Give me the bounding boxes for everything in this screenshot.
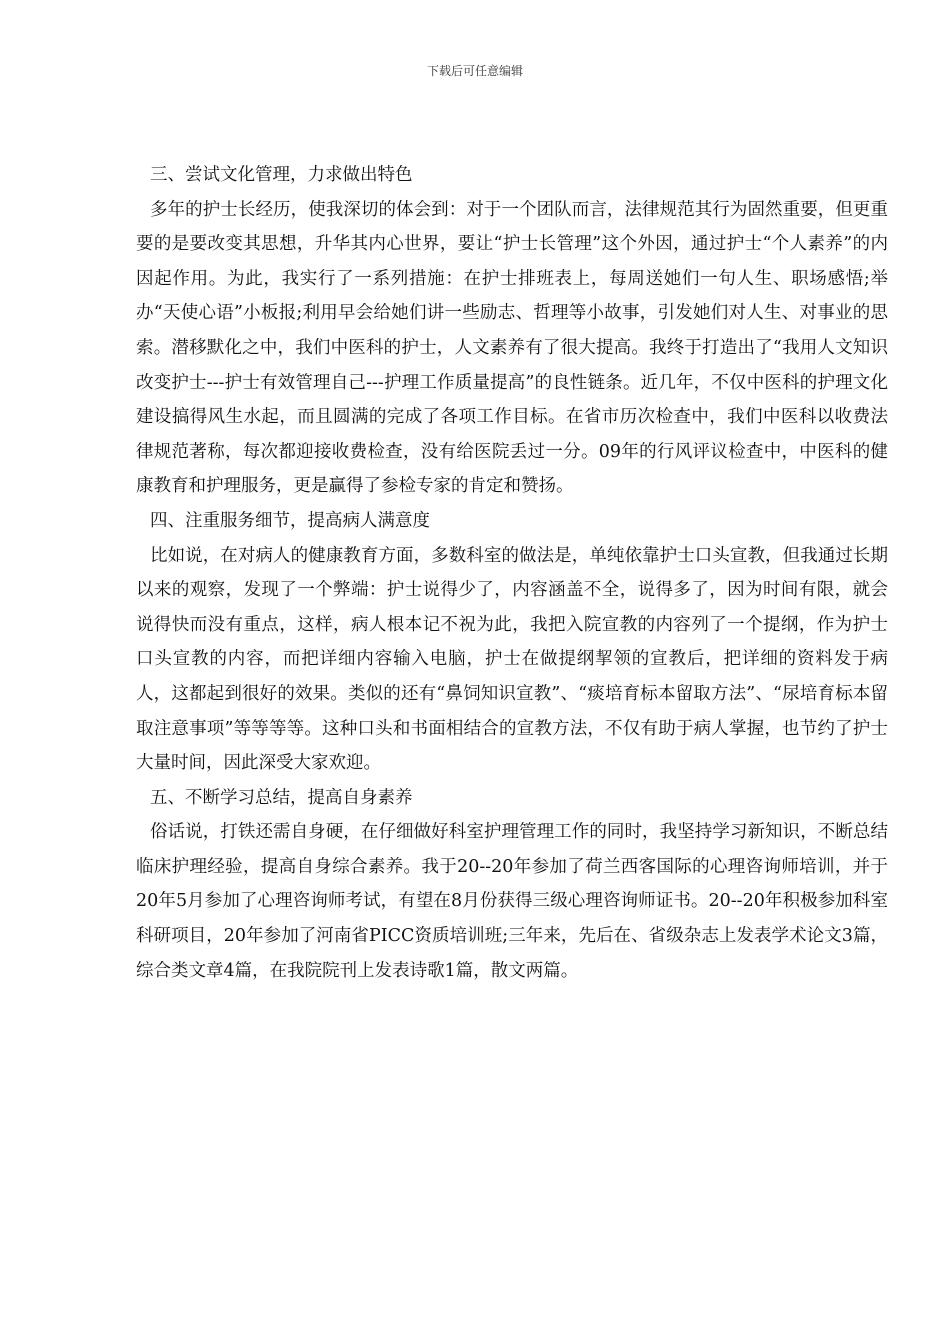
document-body	[136, 158, 888, 988]
section-paragraph-culture-management: 多年的护士长经历，使我深切的体会到：对于一个团队而言，法律规范其行为固然重要，但更重要的是要改变其思想，升华其内心世界，要让“护士长管理”这个外因，通过护士“个人素养”的内因起作用。为此，我实行了一系列措施：在护士排班表上，每周送她们一句人生、职场感悟;举办“天使心语”小板报;利用早会给她们讲一些励志、哲理等小故事，引发她们对人生、对事业的思索。潜移默化之中，我们中医科的护士，人文素养有了很大提高。我终于打造出了“我用人文知识改变护士---护士有效管理自己---护理工作质量提高”的良性链条。近几年，不仅中医科的护理文化建设搞得风生水起，而且圆满的完成了各项工作目标。在省市历次检查中，我们中医科以收费法律规范著称，每次都迎接收费检查，没有给医院丢过一分。09年的行风评议检查中，中医科的健康教育和护理服务，更是赢得了参检专家的肯定和赞扬。	[136, 199, 888, 497]
section-paragraph-service-details: 比如说，在对病人的健康教育方面，多数科室的做法是，单纯依靠护士口头宣教，但我通过长期以来的观察，发现了一个弊端：护士说得少了，内容涵盖不全，说得多了，因为时间有限，就会说得快而没有重点，这样，病人根本记不祝为此，我把入院宣教的内容列了一个提纲，作为护士口头宣教的内容，而把详细内容输入电脑，护士在做提纲挈领的宣教后，把详细的资料发于病人，这都起到很好的效果。类似的还有“鼻饲知识宣教”、“痰培育标本留取方法”、“尿培育标本留取注意事项”等等等等。这种口头和书面相结合的宣教方法，不仅有助于病人掌握，也节约了护士大量时间，因此深受大家欢迎。	[136, 545, 888, 774]
section-heading-service-details: 四、注重服务细节，提高病人满意度	[150, 510, 430, 531]
section-heading-culture-management: 三、尝试文化管理，力求做出特色	[150, 165, 413, 185]
section-paragraph-continuous-learning: 俗话说，打铁还需自身硬，在仔细做好科室护理管理工作的同时，我坚持学习新知识，不断总结临床护理经验，提高自身综合素养。我于20--20年参加了荷兰西客国际的心理咨询师培训，并于20年5月参加了心理咨询师考试，有望在8月份获得三级心理咨询师证书。20--20年积极参加科室科研项目，20年参加了河南省PICC资质培训班;三年来，先后在、省级杂志上发表学术论文3篇，综合类文章4篇，在我院院刊上发表诗歌1篇，散文两篇。	[136, 822, 888, 981]
page-header: 下载后可任意编辑	[426, 64, 523, 78]
section-heading-continuous-learning: 五、不断学习总结，提高自身素养	[150, 787, 413, 808]
